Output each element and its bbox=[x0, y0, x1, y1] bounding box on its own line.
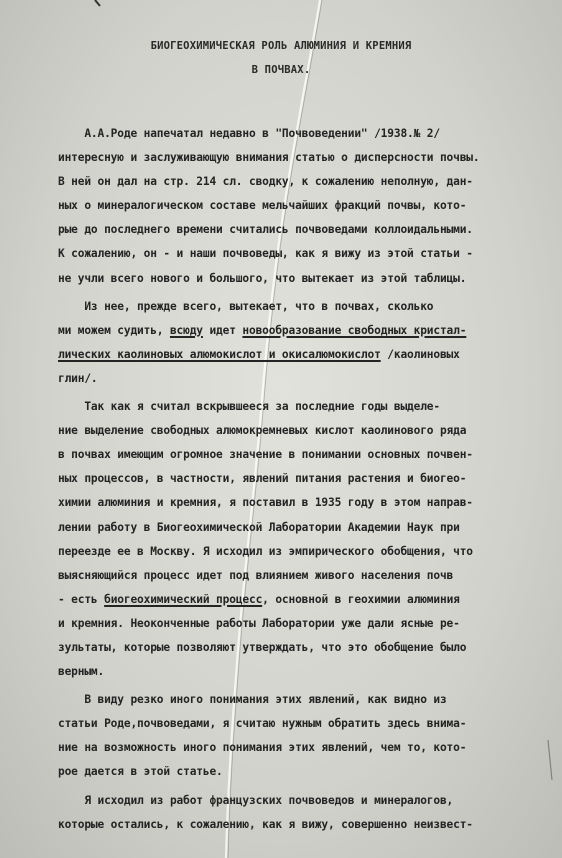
text-segment: химии алюминия и кремния, я поставил в 1935 году в этом направ- bbox=[58, 496, 473, 510]
text-line bbox=[58, 564, 550, 588]
text-line bbox=[58, 367, 550, 391]
text-line bbox=[58, 612, 550, 636]
text-segment: верным. bbox=[58, 665, 105, 679]
text-segment: которые остались, к сожалению, как я вижу, совершенно неизвест- bbox=[58, 817, 473, 831]
text-segment: рое дается в этой статье. bbox=[58, 765, 223, 779]
text-segment: , основной в геохимии алюминия bbox=[262, 592, 460, 606]
text-line bbox=[58, 395, 550, 419]
document-title: БИОГЕОХИМИЧЕСКАЯ РОЛЬ АЛЮМИНИЯ И КРЕМНИЯ bbox=[150, 40, 412, 52]
text-segment: в почвах имеющим огромное значение в понимании основных почвен- bbox=[58, 448, 473, 462]
text-segment: ние на возможность иного понимания этих явлений, чем то, кото- bbox=[58, 741, 467, 755]
text-segment: Так как я считал вскрывшееся за последние годы выделе- bbox=[58, 400, 440, 414]
text-segment: А.А.Роде напечатал недавно в "Почвоведении" /1938.№ 2/ bbox=[58, 127, 440, 140]
text-segment: В ней он дал на стр. 214 сл. сводку, к сожалению неполную, дан- bbox=[58, 175, 473, 189]
text-line bbox=[58, 319, 550, 343]
underlined-text: лических каолиновых алюмокислот и окисалюмокислот bbox=[58, 347, 381, 361]
text-line bbox=[58, 491, 550, 515]
text-line bbox=[58, 540, 550, 564]
text-line bbox=[58, 146, 550, 170]
text-line bbox=[58, 813, 550, 837]
text-line bbox=[58, 122, 550, 146]
text-line bbox=[58, 516, 550, 540]
text-segment: лении работу в Биогеохимической Лаборатории Академии Наук при bbox=[58, 520, 460, 534]
text-segment: - есть bbox=[58, 592, 105, 606]
text-segment: Я исходил из работ французских почвоведов и минералогов, bbox=[58, 793, 454, 807]
text-segment: ние выделение свободных алюмокремневых кислот каолинового ряда bbox=[58, 424, 467, 438]
text-line bbox=[58, 170, 550, 194]
text-line bbox=[58, 419, 550, 443]
text-segment: К сожалению, он - и наши почвоведы, как я вижу из этой статьи - bbox=[58, 247, 473, 261]
text-segment: не учли всего нового и большого, что вытекает из этой таблицы. bbox=[58, 271, 467, 285]
text-segment: статьи Роде,почвоведами, я считаю нужным обратить здесь внима- bbox=[58, 717, 467, 731]
text-segment: интересную и заслуживающую внимания статью о дисперсности почвы. bbox=[58, 151, 480, 165]
underlined-text: новообразование свободных кристал- bbox=[242, 323, 467, 337]
text-line bbox=[58, 194, 550, 218]
text-line bbox=[58, 467, 550, 491]
text-segment: идет bbox=[202, 323, 243, 337]
text-line bbox=[58, 588, 550, 612]
document-body bbox=[58, 122, 550, 837]
text-line bbox=[58, 688, 550, 712]
text-line bbox=[58, 343, 550, 367]
text-segment: Из нее, прежде всего, вытекает, что в почвах, сколько bbox=[58, 299, 434, 313]
text-line bbox=[58, 267, 550, 291]
text-segment: рые до последнего времени считались почвоведами коллоидальными. bbox=[58, 223, 473, 237]
text-segment: и кремния. Неоконченные работы Лаборатории уже дали ясные ре- bbox=[58, 616, 460, 630]
document-title-line2: В ПОЧВАХ. bbox=[251, 64, 311, 76]
text-segment: ных процессов, в частности, явлений питания растения и биогео- bbox=[58, 472, 467, 486]
text-line bbox=[58, 760, 550, 784]
text-line bbox=[58, 295, 550, 319]
text-segment: глин/. bbox=[58, 371, 98, 385]
text-segment: выясняющийся процесс идет под влиянием живого населения почв bbox=[58, 568, 454, 582]
text-line bbox=[58, 242, 550, 266]
text-line bbox=[58, 636, 550, 660]
text-segment: ми можем судить, bbox=[58, 323, 170, 337]
text-segment: В виду резко иного понимания этих явлений, как видно из bbox=[58, 693, 447, 707]
text-line bbox=[58, 218, 550, 242]
text-line bbox=[58, 660, 550, 684]
text-segment: переезде ее в Москву. Я исходил из эмпирического обобщения, что bbox=[58, 544, 473, 558]
text-segment: ных о минералогическом составе мельчайших фракций почвы, кото- bbox=[58, 199, 467, 213]
text-line bbox=[58, 789, 550, 813]
underlined-text: всюду bbox=[169, 323, 203, 337]
text-segment: /каолиновых bbox=[380, 347, 460, 361]
text-line bbox=[58, 736, 550, 760]
text-segment: зультаты, которые позволяют утверждать, что это обобщение было bbox=[58, 640, 467, 654]
text-line bbox=[58, 443, 550, 467]
text-line bbox=[58, 712, 550, 736]
underlined-text: биогеохимический процесс bbox=[104, 592, 263, 606]
